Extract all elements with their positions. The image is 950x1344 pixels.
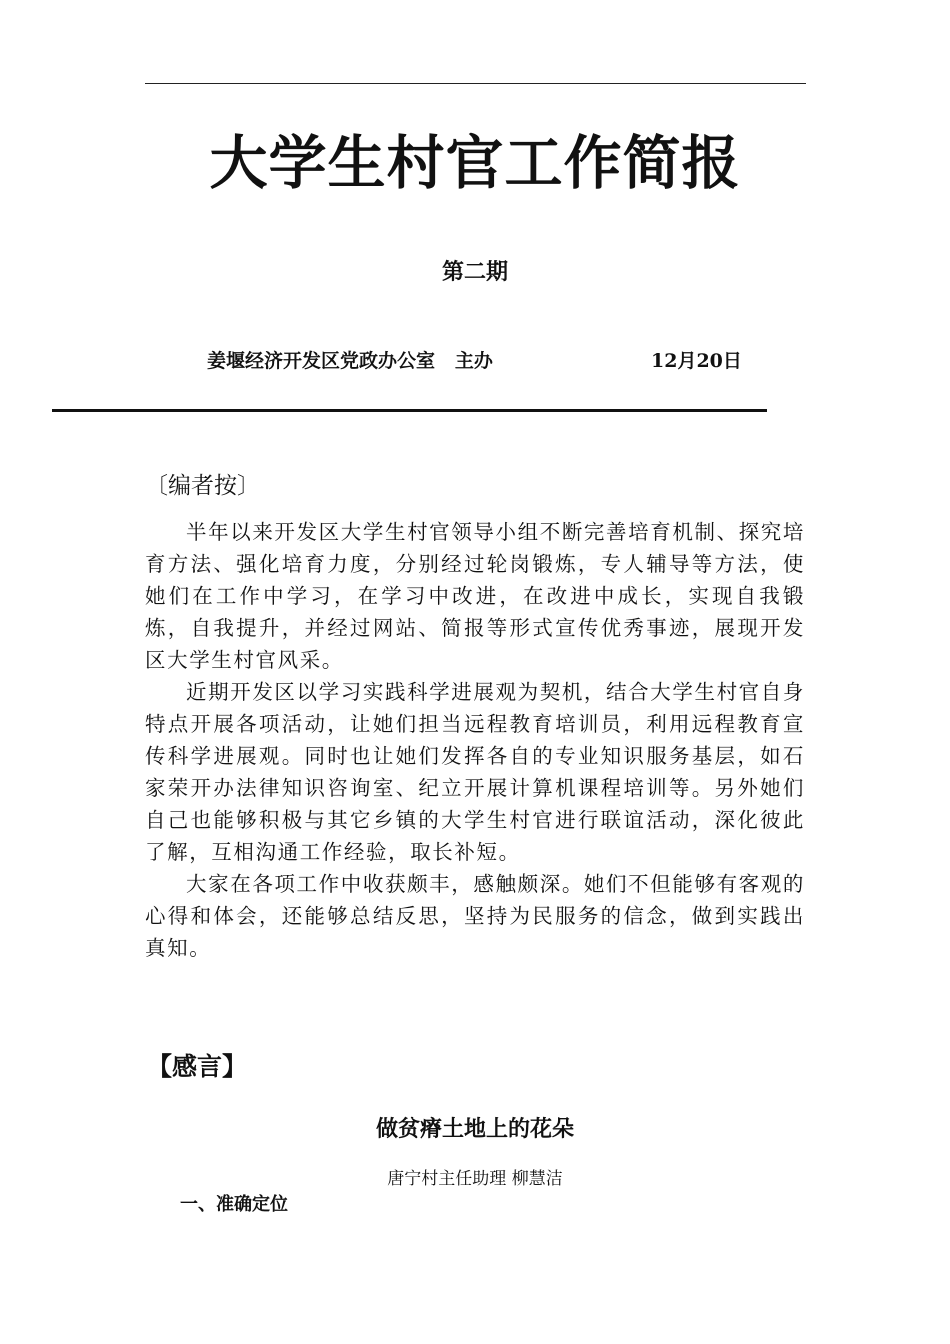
editor-note-body xyxy=(145,516,805,964)
issue-number: 第二期 xyxy=(441,260,508,285)
header-divider xyxy=(52,409,767,412)
paragraph: 近期开发区以学习实践科学进展观为契机，结合大学生村官自身特点开展各项活动，让她们担当远程教育培训员，利用远程教育宣传科学进展观。同时也让她们发挥各自的专业知识服务基层，如石家荣开办法律知识咨询室、纪立开展计算机课程培训等。另外她们自己也能够积极与其它乡镇的大学生村官进行联谊活动，深化彼此了解，互相沟通工作经验，取长补短。 xyxy=(145,680,805,864)
article-subheading: 一、准确定位 xyxy=(180,1194,288,1215)
editor-note-label: 〔编者按〕 xyxy=(145,473,260,499)
top-rule xyxy=(145,83,806,84)
paragraph: 半年以来开发区大学生村官领导小组不断完善培育机制、探究培育方法、强化培育力度，分别经过轮岗锻炼，专人辅导等方法，使她们在工作中学习，在学习中改进，在改进中成长，实现自我锻炼，自我提升，并经过网站、简报等形式宣传优秀事迹，展现开发区大学生村官风采。 xyxy=(145,520,805,672)
article-title: 做贫瘠土地上的花朵 xyxy=(375,1117,574,1142)
paragraph: 大家在各项工作中收获颇丰，感触颇深。她们不但能够有客观的心得和体会，还能够总结反思，坚持为民服务的信念，做到实践出真知。 xyxy=(145,872,805,960)
sponsor-line: 姜堰经济开发区党政办公室 主办 xyxy=(207,350,493,372)
section-label: 【感言】 xyxy=(147,1052,248,1081)
issue-date: 12月20日 xyxy=(651,350,742,372)
article-author: 唐宁村主任助理 柳慧洁 xyxy=(387,1169,563,1189)
bulletin-title: 大学生村官工作简报 xyxy=(209,129,741,197)
